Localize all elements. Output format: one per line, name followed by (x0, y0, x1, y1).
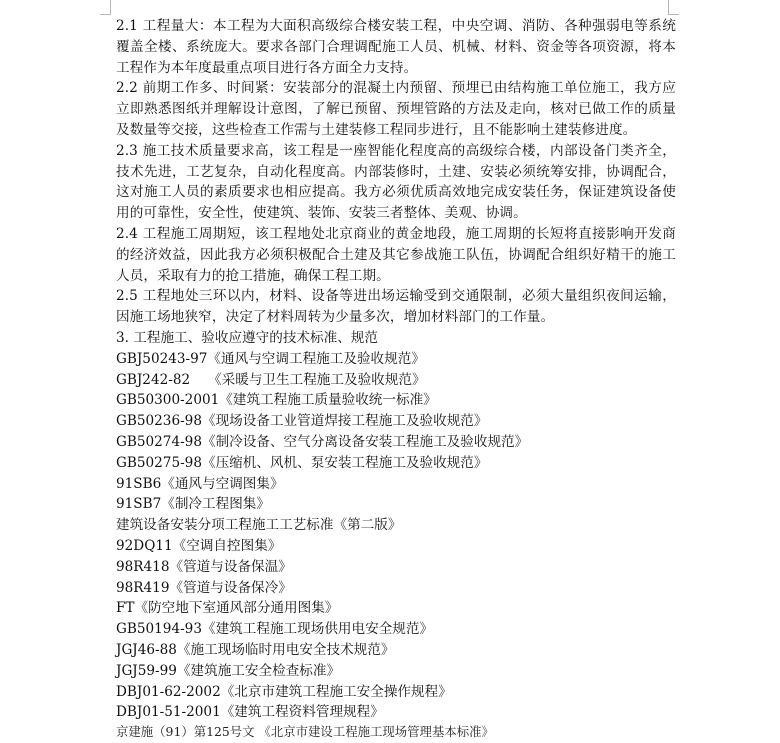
standard-item: DBJ01-51-2001《建筑工程资料管理规程》 (116, 704, 384, 721)
standard-item: 92DQ11《空调自控图集》 (116, 537, 282, 554)
standard-item: GB50300-2001《建筑工程施工质量验收统一标准》 (116, 392, 437, 409)
standard-item: FT《防空地下室通风部分通用图集》 (116, 600, 339, 617)
paragraph-2-2: 2.2 前期工作多、时间紧：安装部分的混凝土内预留、预埋已由结构施工单位施工，我方应立即熟悉图纸并理解设计意图，了解已预留、预埋管路的方法及走向，核对已做工作的质量及数量等交接，这些检查工作需与土建装修工程同步进行，且不能影响土建装修进度。 (116, 80, 676, 138)
standard-item-partial: 京建施（91）第125号文 《北京市建设工程施工现场管理基本标准》 (116, 724, 494, 740)
standard-item: 91SB7《制冷工程图集》 (116, 496, 270, 513)
standard-item: JGJ59-99《建筑施工安全检查标准》 (116, 662, 341, 679)
standard-item: GBJ242-82 《采暖与卫生工程施工及验收规范》 (116, 371, 426, 388)
standard-item: GB50236-98《现场设备工业管道焊接工程施工及验收规范》 (116, 413, 488, 430)
standard-item: 建筑设备安装分项工程施工工艺标准《第二版》 (116, 517, 402, 534)
standard-item: JGJ46-88《施工现场临时用电安全技术规范》 (116, 641, 395, 658)
margin-corner-mark-right (668, 0, 679, 15)
standard-item: GB50274-98《制冷设备、空气分离设备安装工程施工及验收规范》 (116, 433, 529, 450)
section-heading: 3. 工程施工、验收应遵守的技术标准、规范 (116, 329, 378, 346)
margin-corner-mark-left (100, 0, 111, 15)
paragraph-2-5: 2.5 工程地处三环以内，材料、设备等进出场运输受到交通限制，必须大量组织夜间运输，因施工场地狭窄，决定了材料周转为少量多次，增加材料部门的工作量。 (116, 288, 676, 326)
standard-item: 98R419《管道与设备保冷》 (116, 579, 292, 596)
paragraph-2-3: 2.3 施工技术质量要求高，该工程是一座智能化程度高的高级综合楼，内部设备门类齐全，技术先进，工艺复杂，自动化程度高。内部装修时，土建、安装必须统筹安排，协调配合，这对施工人员的素质要求也相应提高。我方必须优质高效地完成安装任务，保证建筑设备使用的可靠性，安全性，使建筑、装饰、安装三者整体、美观、协调。 (116, 142, 676, 222)
standard-item: GB50194-93《建筑工程施工现场供用电安全规范》 (116, 621, 434, 638)
standard-item: DBJ01-62-2002《北京市建筑工程施工安全操作规程》 (116, 683, 452, 700)
standard-item: GBJ50243-97《通风与空调工程施工及验收规范》 (116, 350, 425, 367)
standard-item: 91SB6《通风与空调图集》 (116, 475, 284, 492)
document-body (116, 16, 676, 741)
paragraph-2-4: 2.4 工程施工周期短，该工程地处北京商业的黄金地段，施工周期的长短将直接影响开发商的经济效益，因此我方必须积极配合土建及其它参战施工队伍，协调配合组织好精干的施工人员，采取有力的抢工措施，确保工程工期。 (116, 225, 676, 284)
paragraph-2-1: 2.1 工程量大：本工程为大面积高级综合楼安装工程，中央空调、消防、各种强弱电等系统覆盖全楼、系统庞大。要求各部门合理调配施工人员、机械、材料、资金等各项资源，将本工程作为本年度最重点项目进行各方面全力支持。 (116, 18, 676, 76)
standard-item: GB50275-98《压缩机、风机、泵安装工程施工及验收规范》 (116, 454, 488, 471)
standard-item: 98R418《管道与设备保温》 (116, 558, 292, 575)
